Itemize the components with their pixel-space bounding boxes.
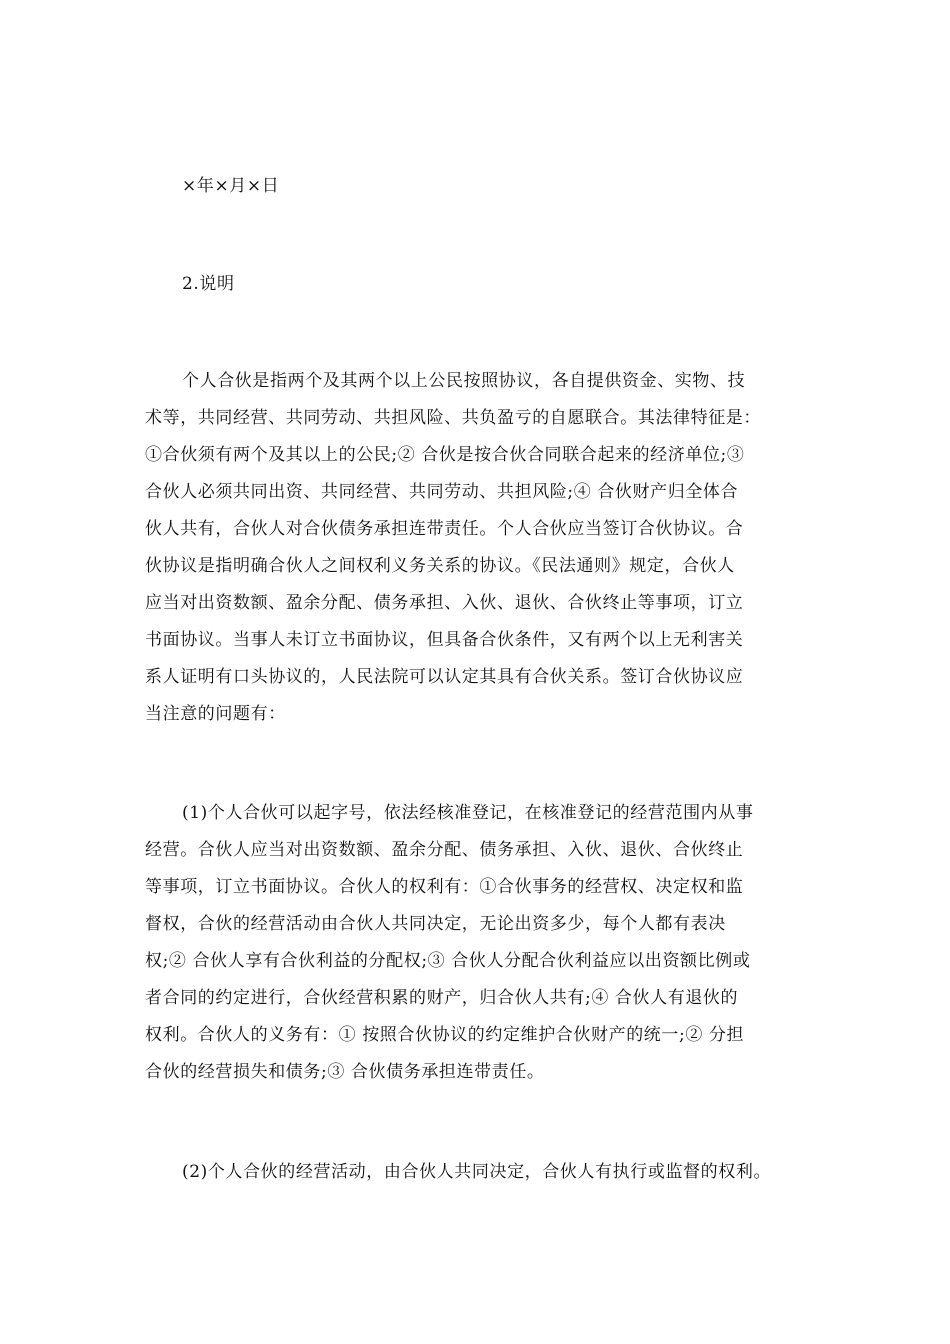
paragraph-line: (1)个人合伙可以起字号，依法经核准登记，在核准登记的经营范围内从事: [182, 803, 754, 823]
paragraph-line: 书面协议。当事人未订立书面协议，但具备合伙条件，又有两个以上无利害关: [145, 630, 744, 650]
paragraph-line: 权;② 合伙人享有合伙利益的分配权;③ 合伙人分配合伙利益应以出资额比例或: [145, 951, 751, 971]
paragraph-line: 个人合伙是指两个及其两个以上公民按照协议，各自提供资金、实物、技: [182, 371, 746, 391]
paragraph-line: 督权，合伙的经营活动由合伙人共同决定，无论出资多少，每个人都有表决: [145, 914, 726, 934]
paragraph-line: 合伙人必须共同出资、共同经营、共同劳动、共担风险;④ 合伙财产归全体合: [145, 482, 739, 502]
paragraph-line: 者合同的约定进行，合伙经营积累的财产，归合伙人共有;④ 合伙人有退伙的: [145, 988, 739, 1008]
paragraph-line: 应当对出资数额、盈余分配、债务承担、入伙、退伙、合伙终止等事项，订立: [145, 593, 744, 613]
paragraph-line: 等事项，订立书面协议。合伙人的权利有：①合伙事务的经营权、决定权和监: [145, 877, 744, 897]
paragraph-line: 伙人共有，合伙人对合伙债务承担连带责任。个人合伙应当签订合伙协议。合: [145, 519, 744, 539]
paragraph-line: 合伙的经营损失和债务;③ 合伙债务承担连带责任。: [145, 1062, 545, 1082]
date-line: ×年×月×日: [182, 176, 280, 196]
paragraph-line: 术等，共同经营、共同劳动、共担风险、共负盈亏的自愿联合。其法律特征是：: [145, 408, 761, 428]
paragraph-line: 伙协议是指明确合伙人之间权利义务关系的协议。《民法通则》规定，合伙人: [145, 556, 735, 576]
paragraph-line: 经营。合伙人应当对出资数额、盈余分配、债务承担、入伙、退伙、合伙终止: [145, 840, 744, 860]
paragraph-line: 权利。合伙人的义务有：① 按照合伙协议的约定维护合伙财产的统一;② 分担: [145, 1025, 745, 1045]
paragraph-line: 当注意的问题有：: [145, 704, 286, 724]
section-heading: 2.说明: [182, 274, 235, 294]
paragraph-line: ①合伙须有两个及其以上的公民;② 合伙是按合伙合同联合起来的经济单位;③: [145, 445, 745, 465]
paragraph-line: 系人证明有口头协议的，人民法院可以认定其具有合伙关系。签订合伙协议应: [145, 667, 744, 687]
paragraph-line: (2)个人合伙的经营活动，由合伙人共同决定，合伙人有执行或监督的权利。: [182, 1162, 772, 1182]
